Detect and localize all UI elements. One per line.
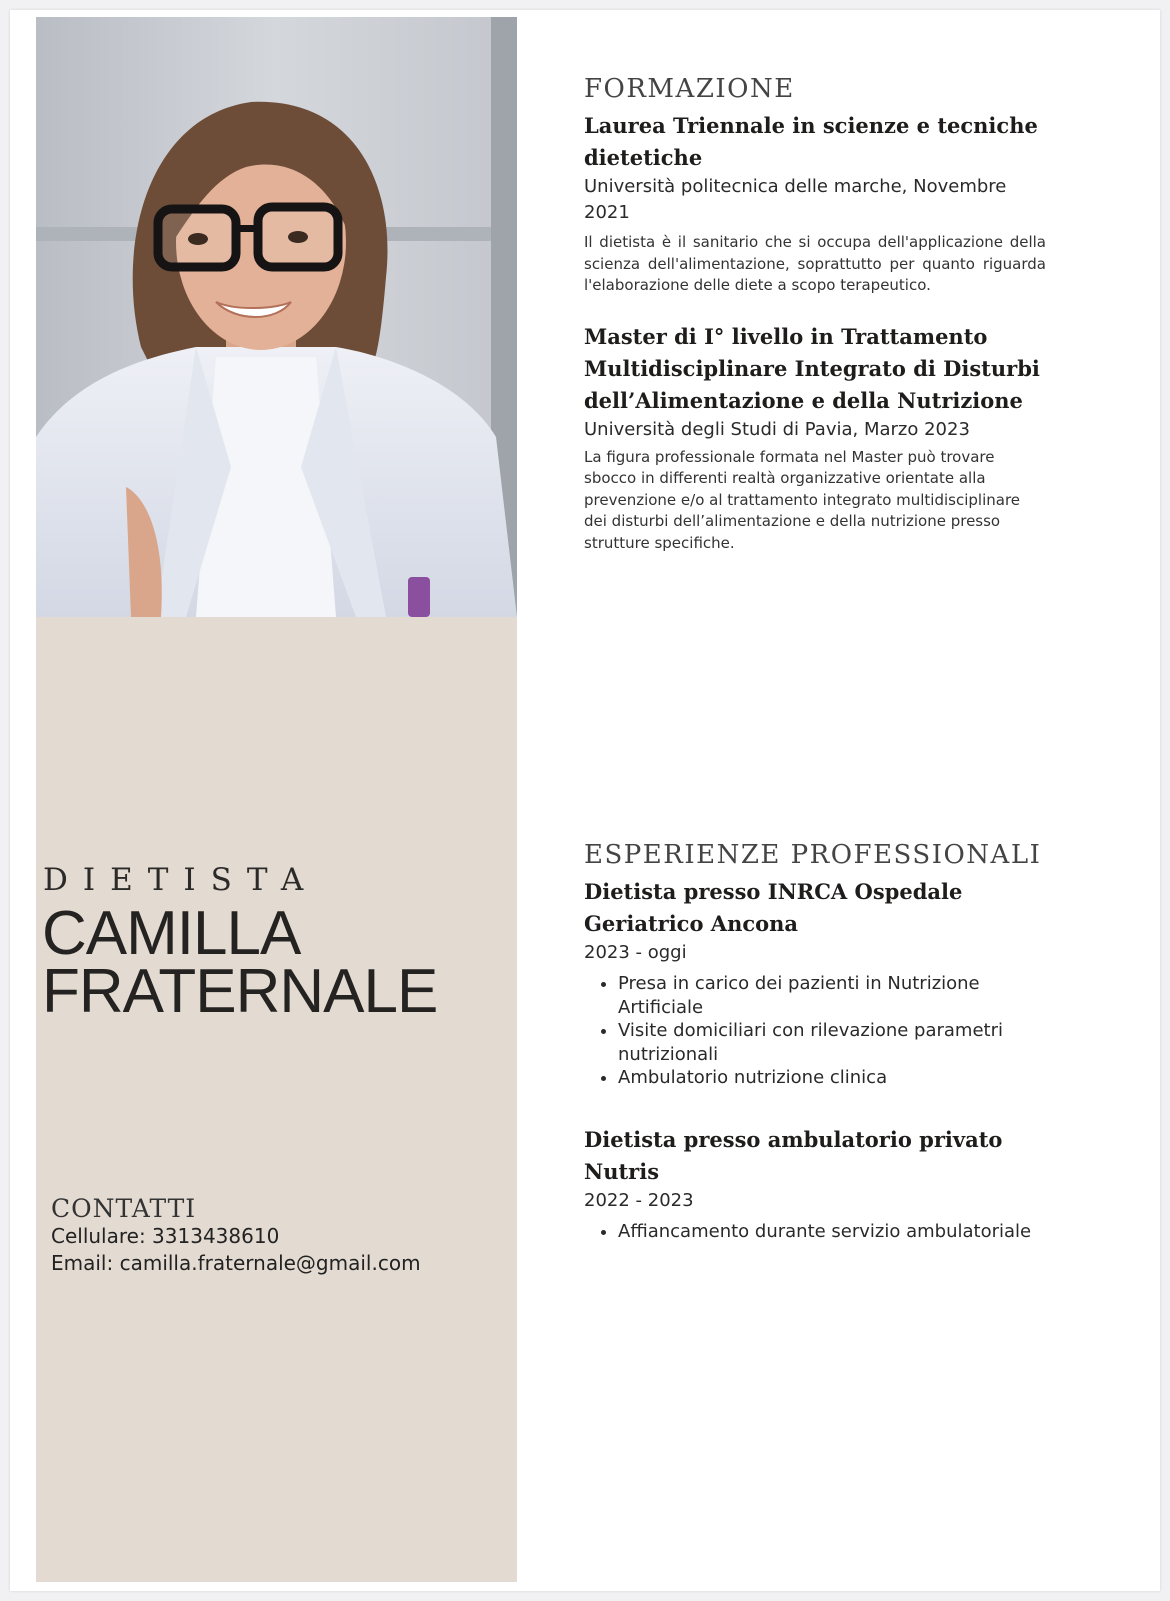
experience-section — [584, 840, 1046, 1243]
experience-item-bullets — [584, 1220, 1046, 1244]
list-item: • Visite domiciliari con rilevazione parametri nutrizionali — [618, 1019, 1046, 1066]
experience-item-period: 2023 - oggi — [584, 942, 687, 963]
job-role: DIETISTA — [43, 862, 319, 898]
profile-photo — [36, 17, 517, 617]
experience-item-bullets — [584, 972, 1046, 1090]
full-name — [42, 899, 438, 1026]
education-item-description: La figura professionale formata nel Master può trovare sbocco in differenti realtà organizzative orientate alla prevenzione e/o al trattamento integrato multidisciplinare dei disturbi dell’alimentazione e della nutrizione presso strutture specifiche. — [584, 447, 1021, 552]
education-section — [584, 74, 1046, 554]
resume-page — [10, 10, 1160, 1591]
education-heading: FORMAZIONE — [584, 74, 795, 104]
contacts-heading: CONTATTI — [51, 1194, 197, 1223]
list-item: • Affiancamento durante servizio ambulatoriale — [618, 1220, 1046, 1244]
education-item — [584, 110, 1046, 297]
education-item-description: Il dietista è il sanitario che si occupa dell'applicazione della scienza dell'alimentazione, soprattutto per quanto riguarda l'elaborazione delle diete a scopo terapeutico. — [584, 233, 1046, 294]
education-item-institution: Università politecnica delle marche, Novembre 2021 — [584, 176, 1007, 223]
experience-item-title: Dietista presso INRCA Ospedale Geriatrico Ancona — [584, 879, 963, 936]
experience-item — [584, 876, 1046, 1090]
experience-item-period: 2022 - 2023 — [584, 1189, 694, 1211]
education-item-institution: Università degli Studi di Pavia, Marzo 2023 — [584, 418, 970, 440]
education-item-title: Laurea Triennale in scienze e tecniche dietetiche — [584, 113, 1038, 170]
experience-item — [584, 1124, 1046, 1244]
experience-item-title: Dietista presso ambulatorio privato Nutris — [584, 1126, 1003, 1184]
experience-heading: ESPERIENZE PROFESSIONALI — [584, 840, 1042, 870]
contact-email: Email: camilla.fraternale@gmail.com — [51, 1251, 421, 1275]
first-name: CAMILLA — [42, 899, 301, 968]
education-item-title: Master di I° livello in Trattamento Multidisciplinare Integrato di Disturbi dell’Alimentazione e della Nutrizione — [584, 323, 1040, 413]
list-item: • Presa in carico dei pazienti in Nutrizione Artificiale — [618, 972, 1046, 1019]
education-item — [584, 321, 1046, 555]
contact-phone: Cellulare: 3313438610 — [51, 1224, 280, 1248]
last-name: FRATERNALE — [42, 957, 438, 1026]
list-item: • Ambulatorio nutrizione clinica — [618, 1066, 1046, 1090]
